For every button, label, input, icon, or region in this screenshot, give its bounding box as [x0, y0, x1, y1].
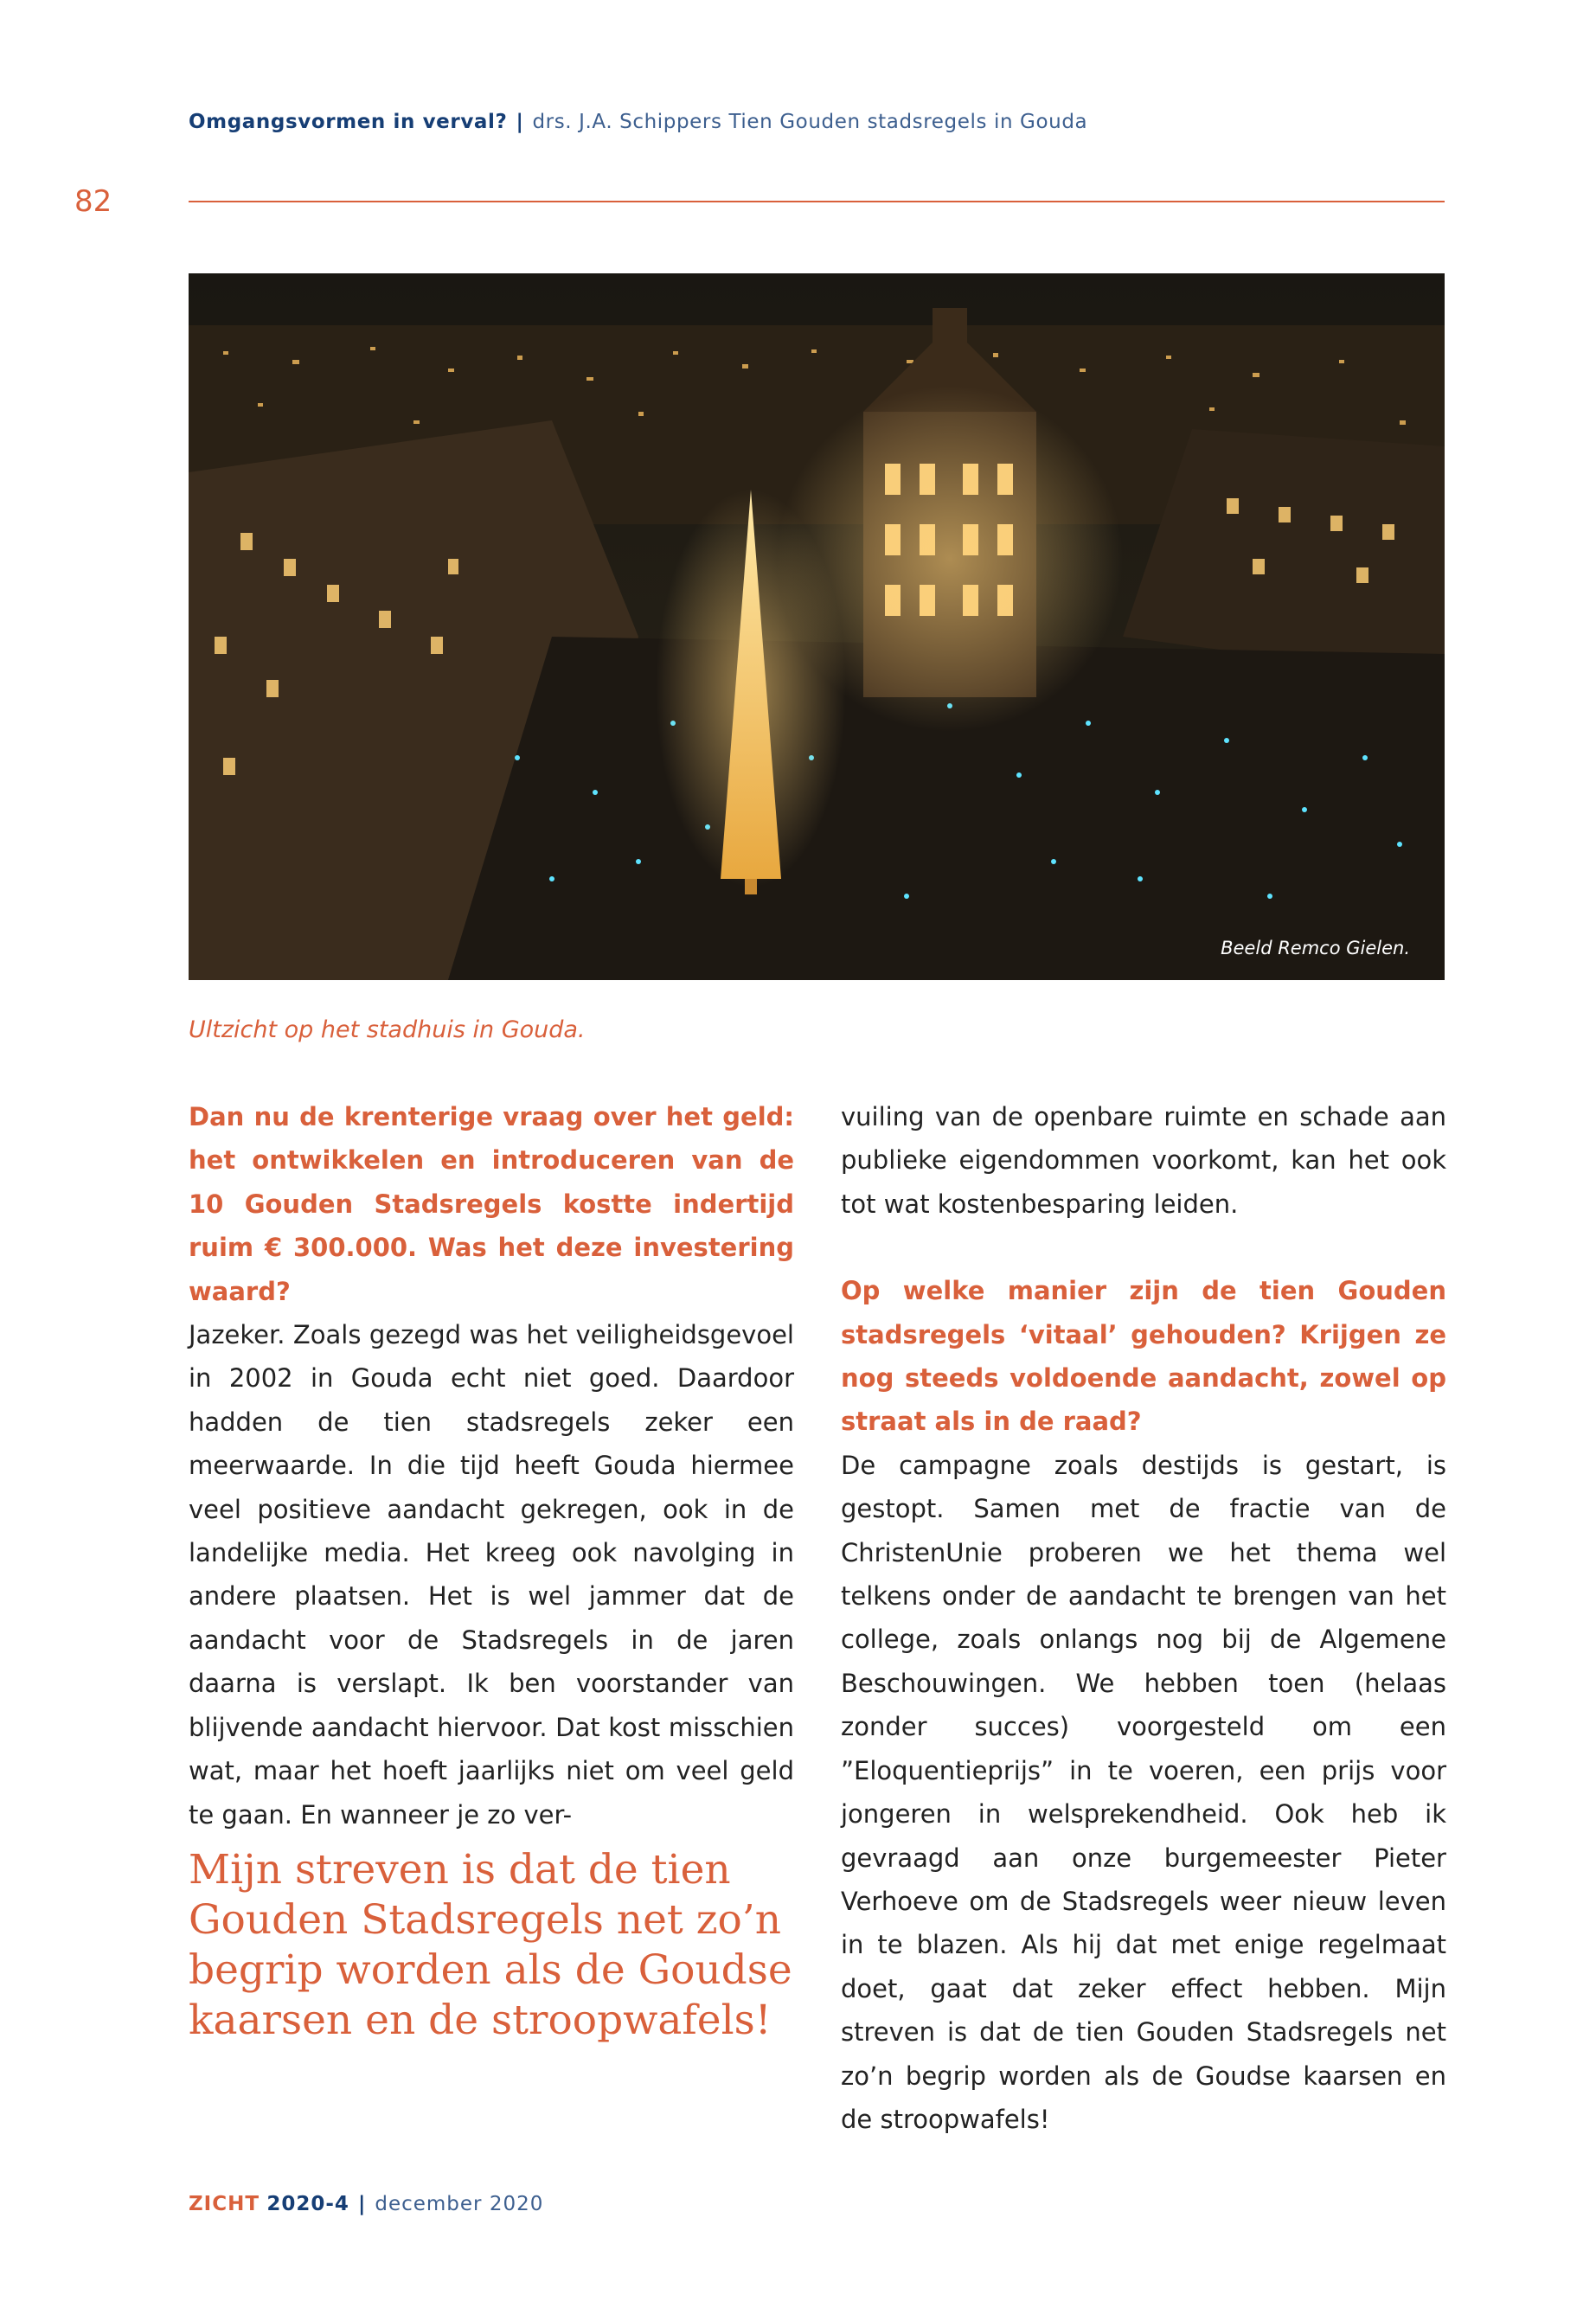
- answer-continuation: vuiling van de openbare ruimte en schade aan publieke eigendommen voorkomt, kan het ook tot wat kostenbesparing leiden.: [841, 1102, 1446, 1219]
- paragraph-gap: [841, 1226, 1446, 1269]
- running-header: [189, 111, 1087, 133]
- page-number: 82: [74, 184, 112, 219]
- header-rule: [189, 201, 1445, 202]
- pull-quote: Mijn streven is dat de tien Gouden Stadsregels net zo’n begrip worden als de Goudse kaarsen en de stroopwafels!: [189, 1846, 792, 2044]
- issue-date: december 2020: [375, 2193, 544, 2215]
- header-separator: |: [516, 111, 524, 133]
- right-column: [841, 1095, 1446, 2141]
- issue-number: 2020-4: [266, 2193, 349, 2215]
- photo-caption: Ultzicht op het stadhuis in Gouda.: [189, 1016, 586, 1043]
- left-column: [189, 1095, 794, 1836]
- article-subtitle: drs. J.A. Schippers Tien Gouden stadsregels in Gouda: [532, 111, 1088, 133]
- interview-question: Op welke manier zijn de tien Gouden stadsregels ‘vitaal’ gehouden? Krijgen ze nog steeds voldoende aandacht, zowel op straat als in de raad?: [841, 1276, 1446, 1437]
- footer-separator: |: [357, 2193, 367, 2215]
- photo-credit: Beeld Remco Gielen.: [1221, 938, 1410, 958]
- interview-answer: De campagne zoals destijds is gestart, is gestopt. Samen met de fractie van de ChristenUnie proberen we het thema wel telkens onder de aandacht te brengen van het college, zoals onlangs nog bij de Algemene Beschouwingen. We hebben toen (helaas zonder succes) voorgesteld om een ”Eloquentieprijs” in te voeren, een prijs voor jongeren in welsprekendheid. Ook heb ik gevraagd aan onze burgemeester Pieter Verhoeve om de Stadsregels weer nieuw leven in te blazen. Als hij dat met enige regelmaat doet, gaat dat zeker effect hebben. Mijn streven is dat de tien Gouden Stadsregels net zo’n begrip worden als de Goudse kaarsen en de stroopwafels!: [841, 1450, 1446, 2134]
- series-title: Omgangsvormen in verval?: [189, 111, 508, 133]
- city-hall-photo: [189, 273, 1445, 980]
- page-footer: [189, 2193, 543, 2215]
- magazine-name: ZICHT: [189, 2193, 260, 2215]
- night-square-illustration: [189, 273, 1445, 980]
- interview-answer: Jazeker. Zoals gezegd was het veiligheidsgevoel in 2002 in Gouda echt niet goed. Daardoor hadden de tien stadsregels zeker een meerwaarde. In die tijd heeft Gouda hiermee veel positieve aandacht gekregen, ook in de landelijke media. Het kreeg ook navolging in andere plaatsen. Het is wel jammer dat de aandacht voor de Stadsregels in de jaren daarna is verslapt. Ik ben voorstander van blijvende aandacht hiervoor. Dat kost misschien wat, maar het hoeft jaarlijks niet om veel geld te gaan. En wanneer je zo ver-: [189, 1320, 794, 1830]
- interview-question: Dan nu de krenterige vraag over het geld: het ontwikkelen en introduceren van de 10 Gouden Stadsregels kostte indertijd ruim € 300.000. Was het deze investering waard?: [189, 1102, 794, 1306]
